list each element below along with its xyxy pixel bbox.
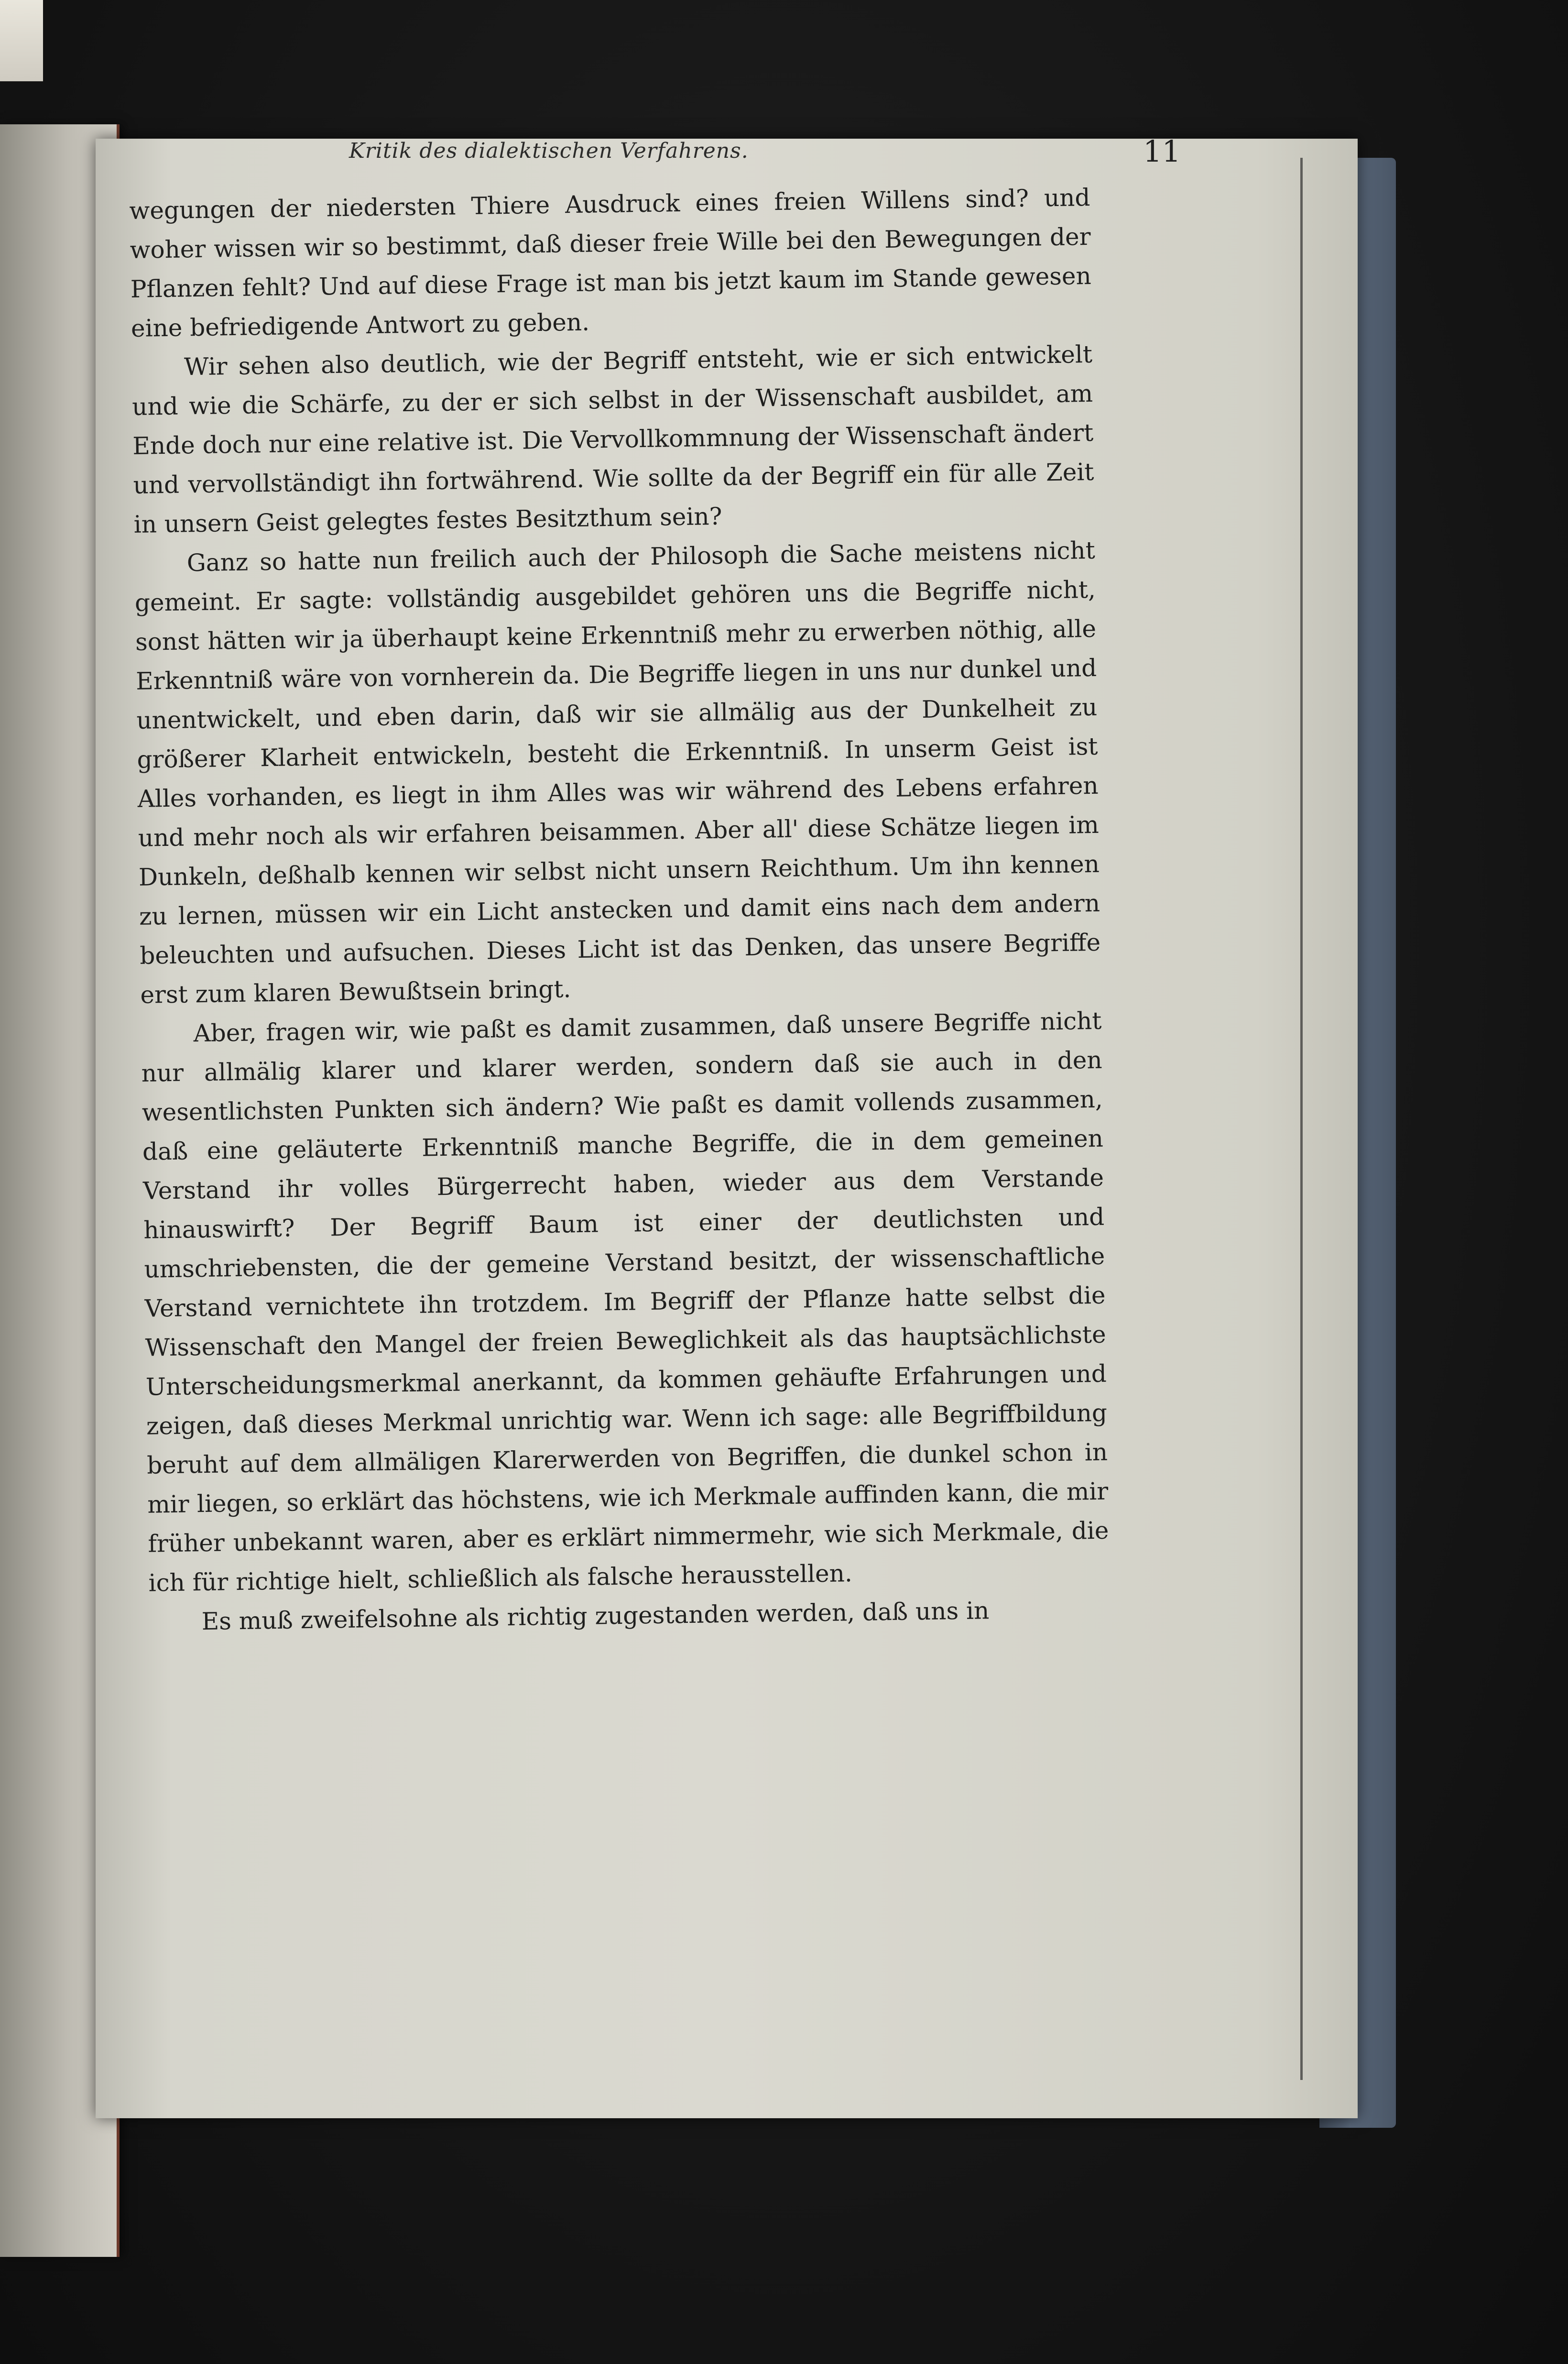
paragraph: wegungen der niedersten Thiere Ausdruck eines freien Willens sind? und woher wissen wir so bestimmt, daß dieser freie Wille bei den Bewegungen der Pflanzen fehlt? Und auf diese Frage ist man bis jetzt kaum im Stande gewesen eine befriedigende Antwort zu geben. bbox=[129, 183, 1092, 342]
paragraph: Aber, fragen wir, wie paßt es damit zusammen, daß unsere Begriffe nicht nur allmälig klarer und klarer werden, sondern daß sie auch in den wesentlichsten Punkten sich ändern? Wie paßt es damit vollends zusammen, daß eine geläuterte Erkenntniß manche Begriffe, die in dem gemeinen Verstand ihr volles Bürgerrecht haben, wieder aus dem Verstande hinauswirft? Der Begriff Baum ist einer der deutlichsten und umschriebensten, die der gemeine Verstand besitzt, der wissenschaftliche Verstand vernichtete ihn trotzdem. Im Begriff der Pflanze hatte selbst die Wissenschaft den Mangel der freien Beweglichkeit als das hauptsächlichste Unterscheidungsmerkmal anerkannt, da kommen gehäufte Erfahrungen und zeigen, daß dieses Merkmal unrichtig war. Wenn ich sage: alle Begriffbildung beruht auf dem allmäligen Klarerwerden von Begriffen, die dunkel schon in mir liegen, so erklärt das höchstens, wie ich Merkmale auffinden kann, die mir früher unbekannt waren, aber es erklärt nimmermehr, wie sich Merkmale, die ich für richtige hielt, schließlich als falsche herausstellen. bbox=[141, 1007, 1109, 1597]
paragraph: Wir sehen also deutlich, wie der Begriff entsteht, wie er sich entwickelt und wie die Schärfe, zu der er sich selbst in der Wissenschaft ausbildet, am Ende doch nur eine relative ist. Die Vervollkommnung der Wissenschaft ändert und vervollständigt ihn fortwährend. Wie sollte da der Begriff ein für alle Zeit in unsern Geist gelegtes festes Besitzthum sein? bbox=[131, 340, 1094, 538]
page-number: 11 bbox=[1143, 134, 1181, 169]
paragraph: Ganz so hatte nun freilich auch der Philosoph die Sache meistens nicht gemeint. Er sagte: vollständig ausgebildet gehören uns die Begriffe nicht, sonst hätten wir ja überhaupt keine Erkenntniß mehr zu erwerben nöthig, alle Erkenntniß wäre von vornherein da. Die Begriffe liegen in uns nur dunkel und unentwickelt, und eben darin, daß wir sie allmälig aus der Dunkelheit zu größerer Klarheit entwickeln, besteht die Erkenntniß. In unserm Geist ist Alles vorhanden, es liegt in ihm Alles was wir während des Lebens erfahren und mehr noch als wir erfahren beisammen. Aber all' diese Schätze liegen im Dunkeln, deßhalb kennen wir selbst nicht unsern Reichthum. Um ihn kennen zu lernen, müssen wir ein Licht anstecken und damit eins nach dem andern beleuchten und aufsuchen. Dieses Licht ist das Denken, das unsere Begriffe erst zum klaren Bewußtsein bringt. bbox=[134, 536, 1101, 1009]
page-fold-line bbox=[1300, 158, 1303, 2080]
page-header bbox=[272, 129, 1181, 177]
page-body bbox=[129, 178, 1114, 1922]
paragraph: Es muß zweifelsohne als richtig zugestanden werden, daß uns in bbox=[201, 1597, 990, 1636]
paper-stack bbox=[0, 0, 43, 81]
running-title: Kritik des dialektischen Verfahrens. bbox=[349, 139, 749, 163]
